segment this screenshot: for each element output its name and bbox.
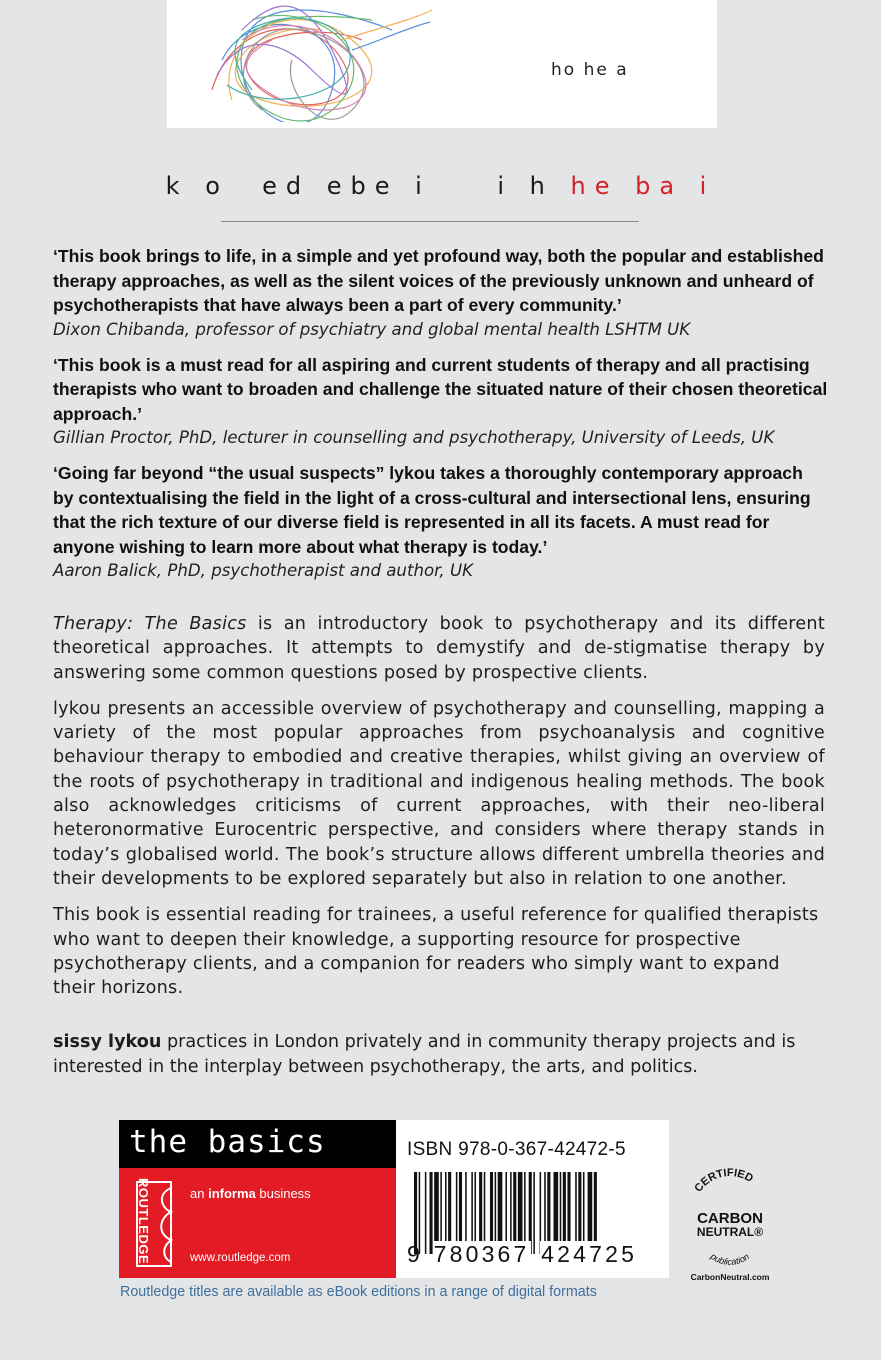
badge-certified: CERTIFIED — [692, 1168, 756, 1195]
tagline-bold: informa — [208, 1186, 256, 1201]
cover-art-panel — [167, 0, 717, 128]
publisher-url: www.routledge.com — [190, 1252, 291, 1264]
author-bio — [53, 1030, 828, 1079]
endorsement-attribution: Aaron Balick, PhD, psychotherapist and author, UK — [53, 561, 474, 580]
cover-title-fragment: ho he a — [551, 60, 629, 80]
description-paragraph: lykou presents an accessible overview of psychotherapy and counselling, mapping a variety of the most popular approaches from psychoanalysis and cognitive behaviour therapy to embodied and creative therapies, whilst giving an overview of the roots of psychotherapy in traditional and indigenous healing methods. The book also acknowledges criticisms of current approaches, with their neo-liberal heteronormative Eurocentric perspective, and considers where therapy stands in today’s globalised world. The book’s structure allows different umbrella theories and their developments to be explored separately but also in relation to one another. — [53, 698, 825, 889]
ebook-note: Routledge titles are available as eBook editions in a range of digital formats — [120, 1284, 597, 1300]
endorsement — [53, 353, 828, 451]
endorsement-text: ‘This book brings to life, in a simple and yet profound way, both the popular and established therapy approaches, as well as the silent voices of the previously unknown and unheard of psychotherapists that have always been a part of every community.’ — [53, 246, 824, 315]
badge-publication: publication — [708, 1251, 752, 1267]
barcode-right-digits: 424725 — [541, 1241, 638, 1267]
informa-tagline — [190, 1186, 311, 1201]
series-heading-main: k o ed ebe i i h — [165, 172, 571, 200]
tagline-post: business — [255, 1186, 311, 1201]
barcode-panel — [396, 1120, 669, 1278]
routledge-wordmark: ROUTLEDGE — [136, 1178, 151, 1265]
description-text: is an introductory book to psychotherapy and its different theoretical approaches. It attempts to demystify and de-stigmatise therapy by answering some common questions posed by prospective clients. — [53, 614, 825, 683]
svg-text:publication — [708, 1251, 751, 1267]
endorsement — [53, 244, 828, 342]
series-heading-accent: he ba i — [570, 172, 716, 200]
publisher-panel — [119, 1120, 396, 1278]
scribble-illustration — [192, 0, 432, 122]
author-name: sissy lykou — [53, 1032, 162, 1052]
endorsement-text: ‘Going far beyond “the usual suspects” lykou takes a thoroughly contemporary approach by contextualising the field in the light of a cross-cultural and intersectional lens, ensuring that the rich texture of our diverse field is represented in all its facets. A must read for anyone wishing to learn more about what therapy is today.’ — [53, 463, 811, 557]
endorsement-attribution: Gillian Proctor, PhD, lecturer in counselling and psychotherapy, University of Leeds, UK — [53, 428, 775, 447]
badge-carbon: CARBON — [697, 1210, 763, 1227]
endorsement-attribution: Dixon Chibanda, professor of psychiatry and global mental health LSHTM UK — [53, 319, 691, 339]
description-paragraph: This book is essential reading for trainees, a useful reference for qualified therapists who want to deepen their knowledge, a supporting resource for prospective psychotherapy clients, and a companion for readers who simply want to expand their horizons. — [53, 905, 819, 999]
barcode-left-digits: 780367 — [433, 1241, 530, 1267]
series-heading — [0, 172, 881, 200]
series-bar — [119, 1120, 396, 1168]
isbn-label: ISBN 978-0-367-42472-5 — [407, 1139, 626, 1160]
description-paragraph — [53, 612, 825, 685]
book-description — [53, 612, 825, 1012]
badge-neutral: NEUTRAL® — [696, 1225, 764, 1239]
endorsement — [53, 461, 828, 583]
tagline-pre: an — [190, 1186, 209, 1201]
book-title-italic: Therapy: The Basics — [53, 614, 247, 634]
author-bio-text: practices in London privately and in community therapy projects and is interested in the interplay between psychotherapy, the arts, and politics. — [53, 1032, 796, 1077]
barcode-digits — [407, 1241, 638, 1268]
barcode-lead-digit: 9 — [407, 1241, 423, 1267]
heading-divider — [221, 221, 639, 222]
carbon-neutral-badge-icon — [680, 1168, 780, 1288]
series-title: the basics — [129, 1124, 326, 1160]
endorsement-text: ‘This book is a must read for all aspiring and current students of therapy and all practising therapists who want to broaden and challenge the situated nature of their chosen theoretical approach.’ — [53, 354, 828, 424]
endorsements — [53, 244, 828, 594]
svg-text:CERTIFIED — [692, 1168, 755, 1194]
badge-url: CarbonNeutral.com — [690, 1272, 770, 1282]
